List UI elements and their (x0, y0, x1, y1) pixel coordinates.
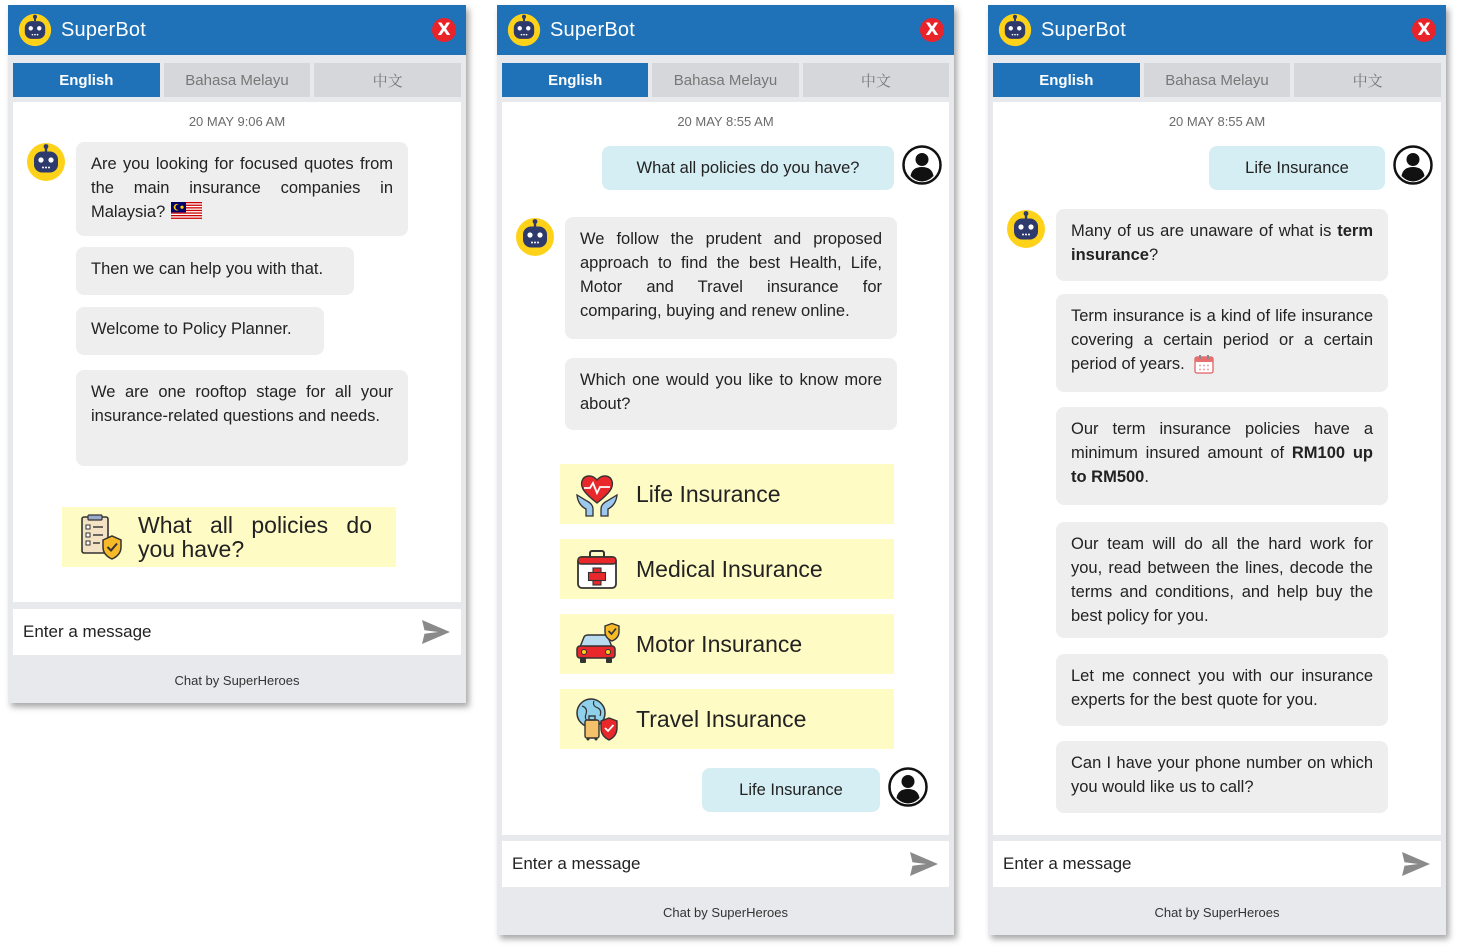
bot-message-text: ? (1148, 246, 1159, 264)
chat-header (8, 5, 466, 55)
chat-area (13, 102, 461, 602)
user-message: Life Insurance (1209, 146, 1385, 190)
message-input-bar (13, 609, 461, 655)
message-input-bar (993, 841, 1441, 887)
tab-chinese[interactable]: 中文 (803, 63, 949, 97)
tab-chinese[interactable]: 中文 (314, 63, 461, 97)
bot-message-text: Our term insurance policies have a minimum insured amount of (1071, 420, 1373, 462)
tab-bahasa-melayu[interactable]: Bahasa Melayu (1144, 63, 1291, 97)
chat-widget-3 (988, 5, 1446, 935)
bot-message (76, 142, 408, 236)
bot-message: Welcome to Policy Planner. (76, 307, 324, 355)
option-label: Life Insurance (636, 480, 781, 507)
tab-bahasa-melayu[interactable]: Bahasa Melayu (164, 63, 311, 97)
footer-credit: Chat by SuperHeroes (662, 905, 788, 920)
option-label: Medical Insurance (636, 555, 823, 582)
quick-reply-button[interactable] (62, 507, 396, 567)
bot-message (1056, 407, 1388, 505)
language-tabs (993, 63, 1441, 97)
bot-message-text: Are you looking for focused quotes from the main insurance companies in Malaysia? (91, 155, 393, 221)
quick-reply-label: What all policies do you have? (138, 512, 372, 562)
tab-english[interactable]: English (13, 63, 160, 97)
bot-avatar-icon (515, 217, 555, 257)
bot-message: We follow the prudent and proposed approach to find the best Health, Life, Motor and Travel insurance for comparing, buying and renew online. (565, 217, 897, 339)
option-life-insurance[interactable] (560, 464, 894, 524)
bot-message (1056, 294, 1388, 392)
bot-message-text: Many of us are unaware of what is (1071, 222, 1338, 240)
chat-widget-2 (497, 5, 954, 935)
close-button[interactable]: X (920, 18, 944, 42)
chat-header (497, 5, 954, 55)
chat-area (502, 102, 949, 835)
send-icon[interactable] (909, 851, 939, 877)
message-input[interactable] (13, 621, 421, 643)
close-button[interactable]: X (1412, 18, 1436, 42)
bot-message: Let me connect you with our insurance experts for the best quote for you. (1056, 654, 1388, 726)
footer-credit: Chat by SuperHeroes (1154, 905, 1280, 920)
chat-title: SuperBot (61, 18, 146, 41)
timestamp: 20 MAY 8:55 AM (677, 114, 774, 129)
bot-message: Which one would you like to know more about? (565, 358, 897, 430)
send-icon[interactable] (421, 619, 451, 645)
chat-title: SuperBot (1041, 18, 1126, 41)
user-message: What all policies do you have? (602, 146, 894, 190)
timestamp: 20 MAY 8:55 AM (1168, 114, 1266, 129)
chat-title: SuperBot (550, 18, 635, 41)
bot-message-bold: RM100 up to RM500 (1071, 444, 1374, 486)
chat-header (988, 5, 1446, 55)
bot-message: Then we can help you with that. (76, 247, 354, 295)
superbot-logo-icon (18, 13, 52, 47)
language-tabs (13, 63, 461, 97)
car-shield-icon (574, 621, 620, 667)
superbot-logo-icon (507, 13, 541, 47)
bot-avatar-icon (1006, 209, 1046, 249)
option-medical-insurance[interactable] (560, 539, 894, 599)
message-input[interactable] (502, 853, 909, 875)
bot-message: We are one rooftop stage for all your insurance-related questions and needs. (76, 370, 408, 466)
message-input-bar (502, 841, 949, 887)
malaysia-flag-icon (171, 202, 202, 220)
option-label: Travel Insurance (636, 705, 807, 732)
user-avatar-icon (1393, 145, 1433, 185)
close-button[interactable]: X (432, 18, 456, 42)
calendar-icon (1193, 353, 1215, 375)
heart-hands-icon (574, 471, 620, 517)
globe-luggage-shield-icon (574, 696, 620, 742)
user-message: Life Insurance (702, 768, 880, 812)
policy-document-icon (76, 514, 122, 560)
footer-credit: Chat by SuperHeroes (174, 673, 300, 688)
language-tabs (502, 63, 949, 97)
first-aid-kit-icon (574, 546, 620, 592)
user-avatar-icon (902, 145, 942, 185)
tab-chinese[interactable]: 中文 (1294, 63, 1441, 97)
chat-area (993, 102, 1441, 835)
bot-message-bold: term insurance (1071, 222, 1373, 264)
bot-message-text: Term insurance is a kind of life insurance covering a certain period or a certain period of years. (1071, 307, 1373, 373)
user-avatar-icon (888, 767, 928, 807)
bot-message: Our team will do all the hard work for you, read between the lines, decode the terms and conditions, and help buy the best policy for you. (1056, 522, 1388, 638)
message-input[interactable] (993, 853, 1401, 875)
option-travel-insurance[interactable] (560, 689, 894, 749)
bot-avatar-icon (26, 142, 66, 182)
tab-bahasa-melayu[interactable]: Bahasa Melayu (652, 63, 798, 97)
tab-english[interactable]: English (502, 63, 648, 97)
send-icon[interactable] (1401, 851, 1431, 877)
bot-message: Can I have your phone number on which you would like us to call? (1056, 741, 1388, 813)
chat-widget-1 (8, 5, 466, 703)
bot-message (1056, 209, 1388, 281)
timestamp: 20 MAY 9:06 AM (188, 114, 286, 129)
tab-english[interactable]: English (993, 63, 1140, 97)
superbot-logo-icon (998, 13, 1032, 47)
bot-message-text: . (1144, 468, 1149, 486)
option-motor-insurance[interactable] (560, 614, 894, 674)
option-label: Motor Insurance (636, 630, 803, 657)
